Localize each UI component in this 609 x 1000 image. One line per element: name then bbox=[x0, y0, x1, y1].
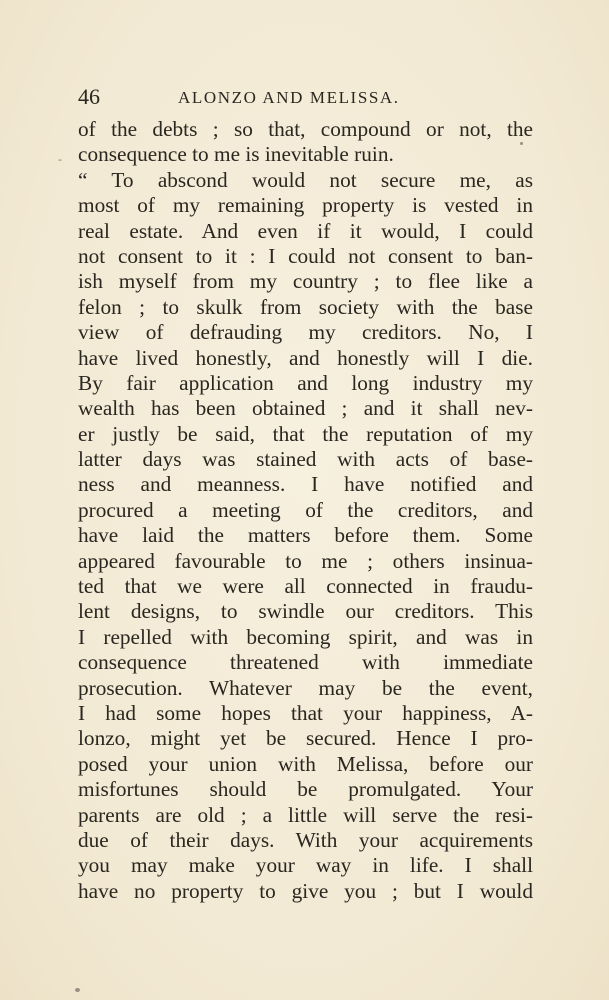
text-line: I repelled with becoming spirit, and was in bbox=[78, 624, 533, 649]
text-line: posed your union with Melissa, before our bbox=[78, 751, 533, 776]
text-line: not consent to it : I could not consent to ban- bbox=[78, 243, 533, 268]
running-title: ALONZO AND MELISSA. bbox=[178, 88, 400, 107]
text-line: ish myself from my country ; to flee like a bbox=[78, 269, 533, 294]
text-line: appeared favourable to me ; others insinua- bbox=[78, 548, 533, 573]
text-line: due of their days. With your acquirements bbox=[78, 827, 533, 852]
text-line: ted that we were all connected in fraudu- bbox=[78, 574, 533, 599]
text-line: consequence to me is inevitable ruin. bbox=[78, 142, 394, 167]
text-line: felon ; to skulk from society with the base bbox=[78, 294, 533, 319]
text-line: have lived honestly, and honestly will I die. bbox=[78, 345, 533, 370]
text-line: I had some hopes that your happiness, A- bbox=[78, 700, 533, 725]
text-line: “ To abscond would not secure me, as bbox=[78, 167, 533, 192]
text-line: er justly be said, that the reputation of my bbox=[78, 421, 533, 446]
text-line: ness and meanness. I have notified and bbox=[78, 472, 533, 497]
text-line: view of defrauding my creditors. No, I bbox=[78, 320, 533, 345]
text-line: procured a meeting of the creditors, and bbox=[78, 497, 533, 522]
text-line: prosecution. Whatever may be the event, bbox=[78, 675, 533, 700]
text-line: lent designs, to swindle our creditors. This bbox=[78, 599, 533, 624]
running-head bbox=[78, 84, 538, 110]
paper-speck bbox=[75, 988, 80, 992]
text-line: By fair application and long industry my bbox=[78, 370, 533, 395]
text-line: have laid the matters before them. Some bbox=[78, 523, 533, 548]
text-line: lonzo, might yet be secured. Hence I pro- bbox=[78, 726, 533, 751]
paper-speck bbox=[520, 142, 523, 145]
body-text bbox=[78, 117, 533, 904]
text-line: of the debts ; so that, compound or not, the bbox=[78, 117, 533, 141]
text-line: parents are old ; a little will serve the resi- bbox=[78, 802, 533, 827]
text-line: latter days was stained with acts of base- bbox=[78, 447, 533, 472]
text-line: have no property to give you ; but I would bbox=[78, 878, 533, 903]
text-line: most of my remaining property is vested in bbox=[78, 193, 533, 218]
text-line: misfortunes should be promulgated. Your bbox=[78, 777, 533, 802]
margin-mark: - bbox=[58, 152, 62, 166]
text-line: you may make your way in life. I shall bbox=[78, 853, 533, 878]
page-number: 46 bbox=[78, 84, 100, 109]
text-line: wealth has been obtained ; and it shall nev- bbox=[78, 396, 533, 421]
text-line: real estate. And even if it would, I could bbox=[78, 218, 533, 243]
text-line: consequence threatened with immediate bbox=[78, 650, 533, 675]
